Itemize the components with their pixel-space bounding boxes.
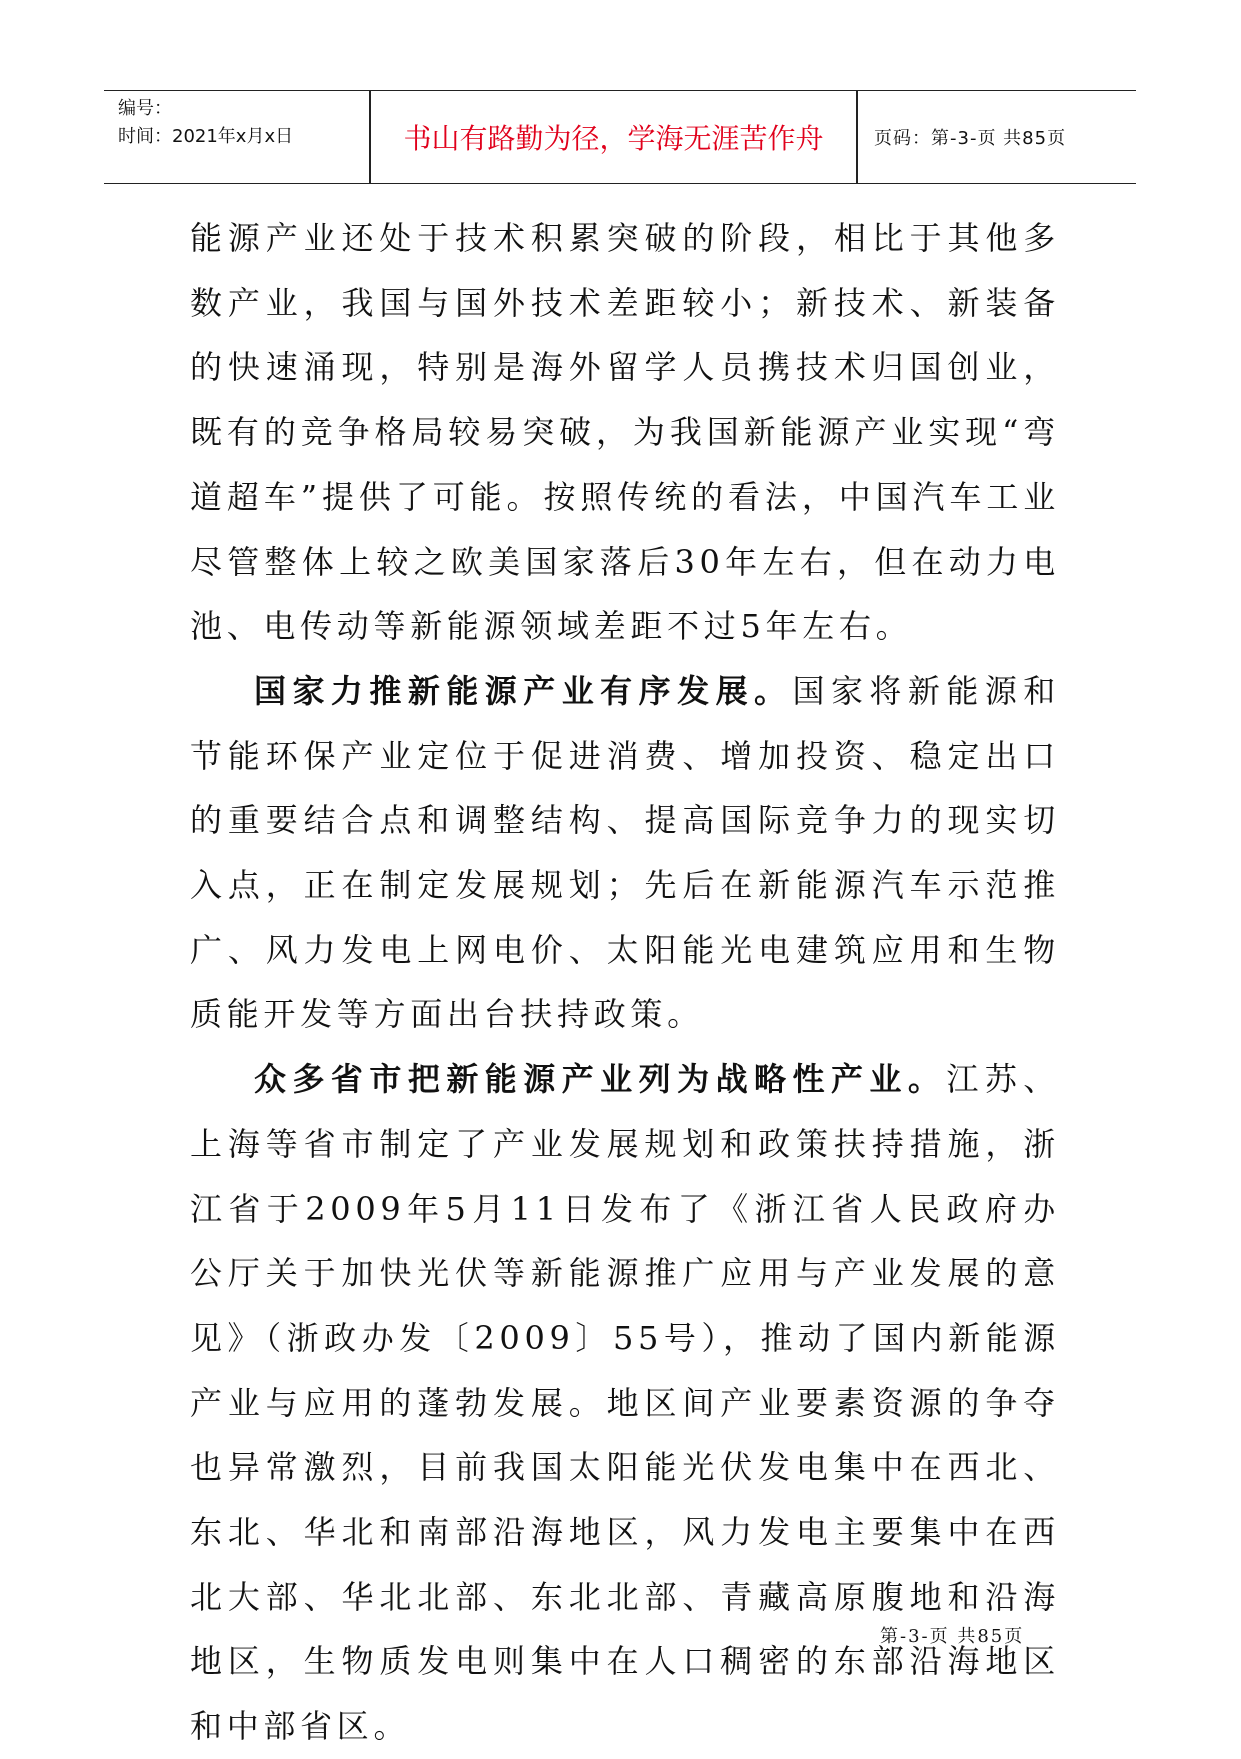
document-header [104, 90, 1136, 184]
header-page-code: 页码：第-3-页 共85页 [874, 128, 1067, 149]
body-paragraph [190, 1047, 1060, 1759]
header-divider [856, 91, 858, 183]
paragraph-text: 能源产业还处于技术积累突破的阶段，相比于其他多数产业，我国与国外技术差距较小；新技术、新装备的快速涌现，特别是海外留学人员携技术归国创业，既有的竞争格局较易突破，为我国新能源产业实现“弯道超车”提供了可能。按照传统的看法，中国汽车工业尽管整体上较之欧美国家落后30年左右，但在动力电池、电传动等新能源领域差距不过5年左右。 [190, 219, 1060, 646]
paragraph-text: 江苏、上海等省市制定了产业发展规划和政策扶持措施，浙江省于2009年5月11日发布了《浙江省人民政府办公厅关于加快光伏等新能源推广应用与产业发展的意见》（浙政办发〔2009〕55号），推动了国内新能源产业与应用的蓬勃发展。地区间产业要素资源的争夺也异常激烈，目前我国太阳能光伏发电集中在西北、东北、华北和南部沿海地区，风力发电主要集中在西北大部、华北北部、东北北部、青藏高原腹地和沿海地区，生物质发电则集中在人口稠密的东部沿海地区和中部省区。 [190, 1060, 1060, 1746]
document-time-label: 时间：2021年x月x日 [118, 126, 294, 147]
body-paragraph [190, 659, 1060, 1047]
document-number-label: 编号： [118, 98, 172, 119]
page-footer: 第-3-页 共85页 [880, 1626, 1025, 1647]
paragraph-text: 国家将新能源和节能环保产业定位于促进消费、增加投资、稳定出口的重要结合点和调整结构、提高国际竞争力的现实切入点，正在制定发展规划；先后在新能源汽车示范推广、风力发电上网电价、太阳能光电建筑应用和生物质能开发等方面出台扶持政策。 [190, 671, 1060, 1034]
paragraph-lead: 众多省市把新能源产业列为战略性产业。 [254, 1060, 947, 1099]
body-paragraph [190, 206, 1060, 659]
paragraph-lead: 国家力推新能源产业有序发展。 [254, 671, 793, 710]
document-body [190, 206, 1060, 1759]
header-motto: 书山有路勤为径，学海无涯苦作舟 [403, 122, 824, 155]
header-info [118, 95, 293, 151]
